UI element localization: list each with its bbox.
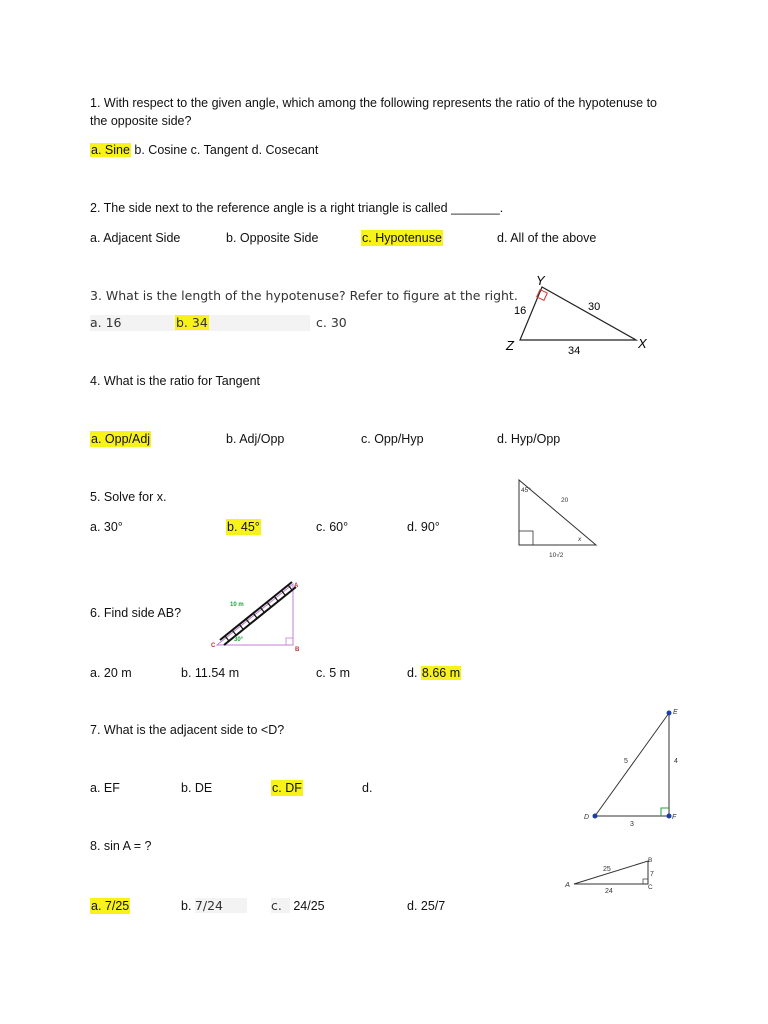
q3-option-a: a. 16 <box>90 315 175 331</box>
q4-option-a: a. Opp/Adj <box>91 432 151 446</box>
q3-option-b-cell <box>175 315 310 331</box>
question-6-text: 6. Find side AB? <box>90 606 182 620</box>
q6-option-d-prefix: d. <box>407 666 418 680</box>
q3-vertex-z: Z <box>506 338 514 353</box>
question-5-text: 5. Solve for x. <box>90 490 167 504</box>
q8-option-c <box>271 898 325 914</box>
q4-option-c: c. Opp/Hyp <box>361 432 424 446</box>
q4-option-d: d. Hyp/Opp <box>497 432 561 446</box>
q3-vertex-y: Y <box>536 273 545 288</box>
q2-option-d: d. All of the above <box>497 231 597 245</box>
q5-angle-x: x <box>578 536 582 543</box>
q2-option-b: b. Opposite Side <box>226 231 319 245</box>
q6-vertex-c: C <box>211 643 216 649</box>
q6-option-d <box>407 665 461 681</box>
q7-option-c: c. DF <box>272 781 302 795</box>
question-7-text: 7. What is the adjacent side to <D? <box>90 723 285 737</box>
q1-option-a: a. Sine <box>91 143 130 157</box>
question-8-text: 8. sin A = ? <box>90 839 152 853</box>
q6-length-label: 10 m <box>230 602 244 608</box>
q7-side-5: 5 <box>624 758 628 765</box>
q6-option-a: a. 20 m <box>90 666 132 680</box>
q3-side-16: 16 <box>514 305 527 317</box>
q4-option-b: b. Adj/Opp <box>226 432 285 446</box>
q3-vertex-x: X <box>638 336 647 351</box>
q8-vertex-b: B <box>648 857 653 864</box>
q6-option-d-value: 8.66 m <box>421 666 461 680</box>
q6-ladder-figure <box>205 578 305 653</box>
q6-vertex-a: A <box>294 583 299 589</box>
question-1-text-line-1: 1. With respect to the given angle, which among the following represents the ratio of the hypotenuse to <box>90 96 658 110</box>
q8-option-d: d. 25/7 <box>407 899 446 913</box>
q8-option-c-prefix: c. <box>271 898 290 913</box>
q7-option-a: a. EF <box>90 781 120 795</box>
q8-side-25: 25 <box>603 866 611 873</box>
q3-side-30: 30 <box>588 301 601 313</box>
q8-triangle-figure <box>562 852 662 897</box>
q5-option-d: d. 90° <box>407 520 440 534</box>
q2-option-c: c. Hypotenuse <box>362 231 442 245</box>
q5-angle-45: 45° <box>521 487 531 494</box>
q5-option-b: b. 45° <box>227 520 260 534</box>
q3-option-b: b. 34 <box>176 315 208 330</box>
q7-side-3: 3 <box>630 821 634 828</box>
q6-option-b: b. 11.54 m <box>181 666 240 680</box>
q5-option-c: c. 60° <box>316 520 349 534</box>
q6-vertex-b: B <box>295 647 300 653</box>
q1-options-rest: b. Cosine c. Tangent d. Cosecant <box>134 143 319 157</box>
q5-base-label: 10√2 <box>549 552 564 559</box>
q8-option-b-prefix: b. <box>181 899 192 913</box>
q3-option-c: c. 30 <box>316 315 347 330</box>
q7-vertex-e: E <box>673 709 678 716</box>
question-2-text: 2. The side next to the reference angle is a right triangle is called _______. <box>90 201 504 215</box>
q8-side-24: 24 <box>605 888 613 895</box>
q8-option-b-value: 7/24 <box>195 898 247 913</box>
q7-option-b: b. DE <box>181 781 213 795</box>
question-4-text: 4. What is the ratio for Tangent <box>90 374 261 388</box>
q5-side-20: 20 <box>561 497 569 504</box>
q8-option-a: a. 7/25 <box>91 899 130 913</box>
q7-triangle-figure <box>580 705 685 830</box>
q8-vertex-a: A <box>565 880 571 889</box>
q3-side-34: 34 <box>568 345 581 357</box>
q8-vertex-c: C <box>648 884 653 891</box>
question-3-text: 3. What is the length of the hypotenuse? Refer to figure at the right. <box>90 288 518 303</box>
question-1-options <box>90 142 318 158</box>
q7-vertex-d: D <box>584 814 590 821</box>
q8-option-c-value: 24/25 <box>293 899 325 913</box>
q5-option-a: a. 30° <box>90 520 123 534</box>
q6-option-c: c. 5 m <box>316 666 351 680</box>
q2-option-a: a. Adjacent Side <box>90 231 181 245</box>
q6-angle-label: 30° <box>234 637 244 643</box>
q3-triangle-figure <box>500 270 660 360</box>
question-1-text-line-2: the opposite side? <box>90 114 192 128</box>
q7-option-d: d. <box>362 781 373 795</box>
q7-vertex-f: F <box>672 814 677 821</box>
q8-side-7: 7 <box>650 871 654 878</box>
q8-option-b <box>181 898 247 914</box>
q5-triangle-figure <box>512 475 602 565</box>
q7-side-4: 4 <box>674 758 678 765</box>
